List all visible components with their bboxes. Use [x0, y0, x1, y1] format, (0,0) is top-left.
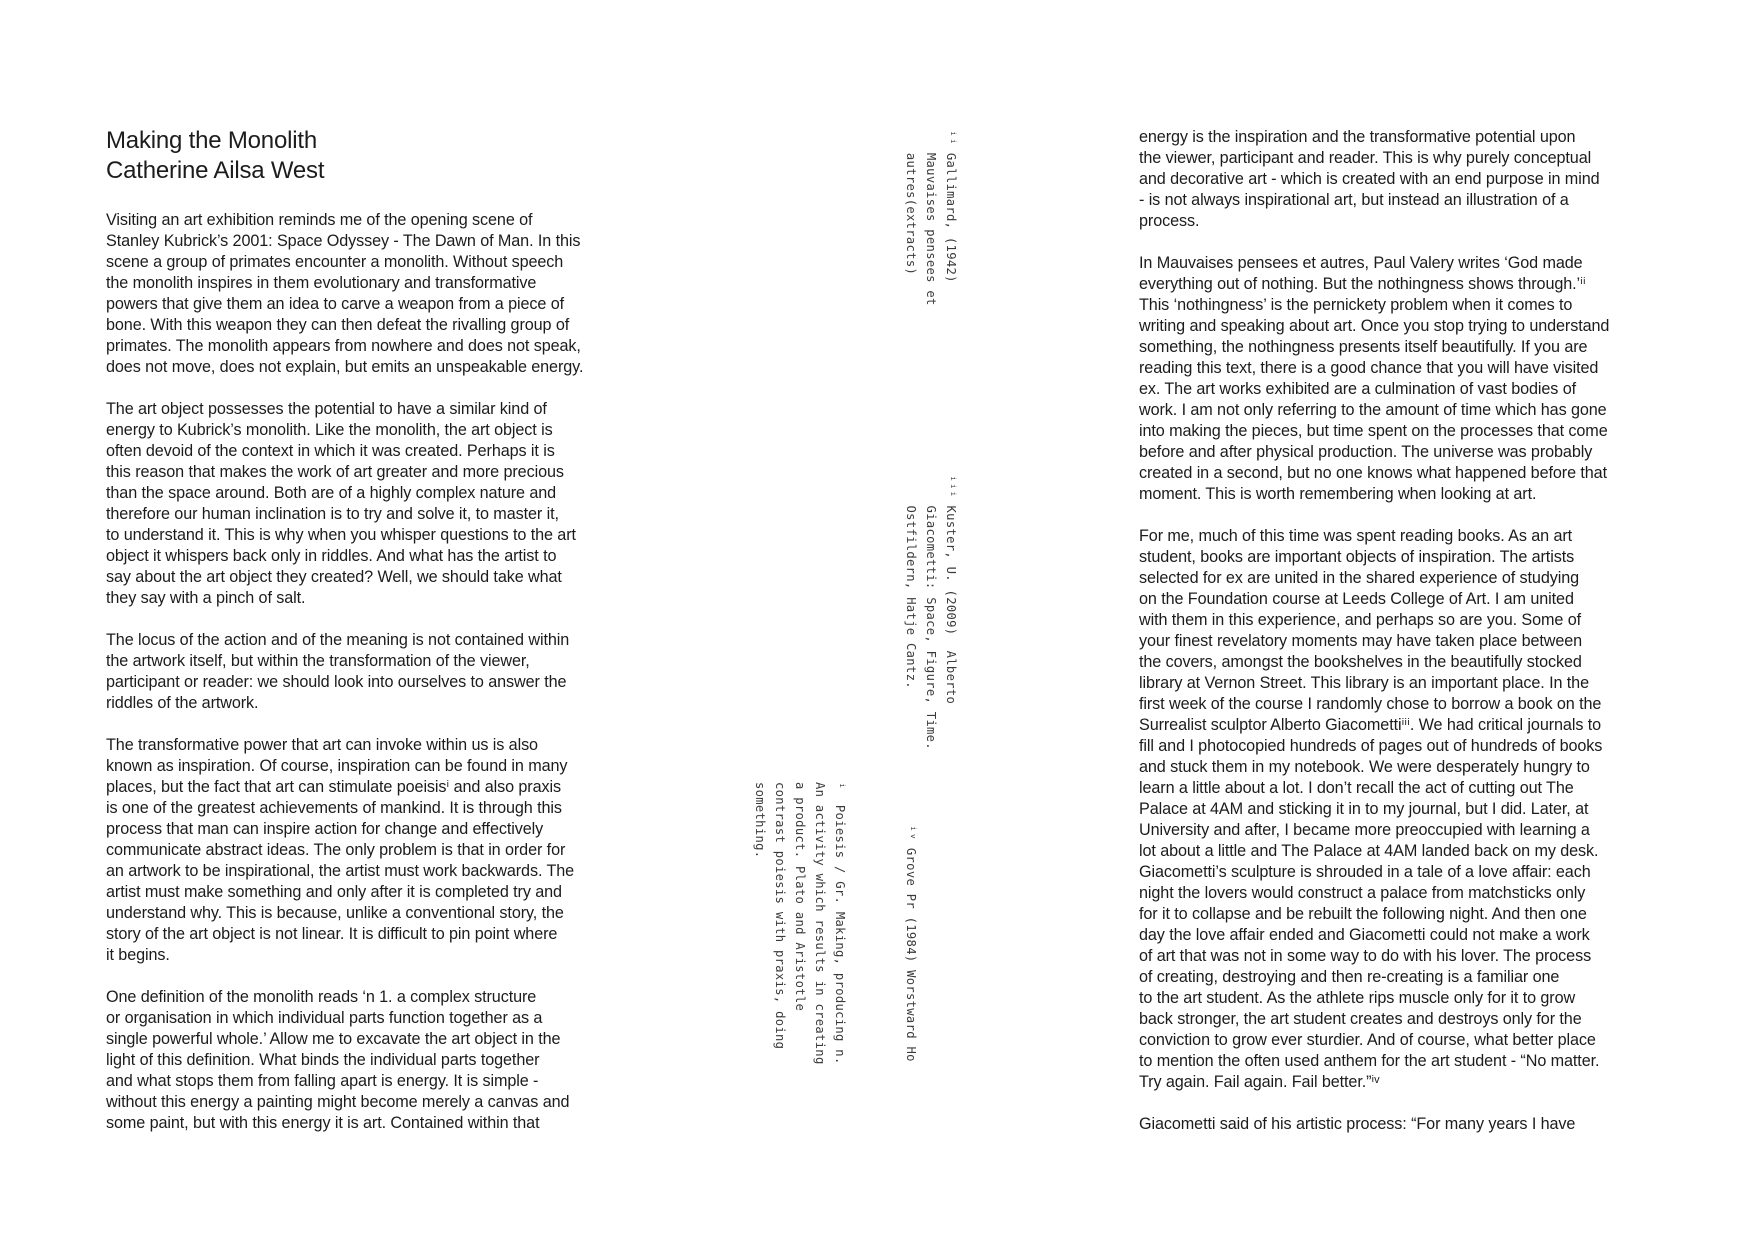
- body-paragraph: Visiting an art exhibition reminds me of the opening scene of Stanley Kubrick’s 2001: Space Odyssey - The Dawn of Man. In this scene a group of primates encounter a monolith. Without speech the monolith inspires in them evolutionary and transformative powers that give them an idea to carve a weapon from a piece of bone. With this weapon they can then defeat the rivalling group of primates. The monolith appears from nowhere and does not speak, does not move, does not explain, but emits an unspeakable energy.: [106, 211, 584, 376]
- article-title: Making the Monolith: [106, 127, 317, 154]
- body-paragraph: The transformative power that art can invoke within us is also known as inspiration. Of course, inspiration can be found in many places, but the fact that art can stimulate poeisisⁱ and also praxis is one of the greatest achievements of mankind. It is through this process that man can inspire action for change and effectively communicate abstract ideas. The only problem is that in order for an artwork to be inspirational, the artist must work backwards. The artist must make something and only after it is completed try and understand why. This is because, unlike a conventional story, the story of the art object is not linear. It is difficult to pin point where it begins.: [106, 736, 575, 964]
- body-paragraph: For me, much of this time was spent reading books. As an art student, books are important objects of inspiration. The artists selected for ex are united in the shared experience of studying on the Foundation course at Leeds College of Art. I am united with them in this experience, and perhaps so are you. Some of your finest revelatory moments may have taken place between the covers, amongst the bookshelves in the beautifully stocked library at Vernon Street. This library is an important place. In the first week of the course I randomly chose to borrow a book on the Surrealist sculptor Alberto Giacomettiⁱⁱⁱ. We had critical journals to fill and I photocopied hundreds of pages out of hundreds of books and stuck them in my notebook. We were desperately hungry to learn a little about a lot. I don’t recall the act of cutting out The Palace at 4AM and sticking it in to my journal, but I did. Later, at University and after, I became more preoccupied with learning a lot about a little and The Palace at 4AM landed back on my desk. Giacometti’s sculpture is shrouded in a tale of a love affair: each night the lovers would construct a palace from matchsticks only for it to collapse and be rebuilt the following night. And then one day the love affair ended and Giacometti could not make a work of art that was not in some way to do with his lover. The process of creating, destroying and then re-creating is a familiar one to the art student. As the athlete rips muscle only for it to grow back stronger, the art student creates and destroys only for the conviction to grow ever sturdier. And of course, what better place to mention the often used anthem for the art student - “No matter. Try again. Fail again. Fail better.”ⁱᵛ: [1139, 527, 1603, 1091]
- body-paragraph: In Mauvaises pensees et autres, Paul Valery writes ‘God made everything out of nothing. But the nothingness shows through.’ⁱⁱ This ‘nothingness’ is the pernickety problem when it comes to writing and speaking about art. Once you stop trying to understand something, the nothingness presents itself beautifully. If you are reading this text, there is a good chance that you will have visited ex. The art works exhibited are a culmination of vast bodies of work. I am not only referring to the amount of time which has gone into making the pieces, but time spent on the processes that come before and after physical production. The universe was probably created in a second, but no one knows what happened before that moment. This is worth remembering when looking at art.: [1139, 254, 1610, 503]
- left-column: [106, 210, 616, 1155]
- body-paragraph: Giacometti said of his artistic process: “For many years I have: [1139, 1115, 1576, 1133]
- body-paragraph: The art object possesses the potential to have a similar kind of energy to Kubrick’s monolith. Like the monolith, the art object is often devoid of the context in which it was created. Perhaps it is this reason that makes the work of art greater and more precious than the space around. Both are of a highly complex nature and therefore our human inclination is to try and solve it, to master it, to understand it. This is why when you whisper questions to the art object it whispers back only in riddles. And what has the artist to say about the art object they created? Well, we should take what they say with a pinch of salt.: [106, 400, 576, 607]
- body-paragraph: energy is the inspiration and the transformative potential upon the viewer, participant and reader. This is why purely conceptual and decorative art - which is created with an end purpose in mind - is not always inspirational art, but instead an illustration of a process.: [1139, 128, 1600, 230]
- footnote-iv: ⁱᵛ Grove Pr (1984) Worstward Ho: [904, 825, 918, 1062]
- footnote-iii: ⁱⁱⁱ Kuster, U. (2009) Alberto Giacometti: Space, Figure, Time. Ostfildern, Hatje Cantz.: [904, 475, 958, 750]
- right-column: [1139, 127, 1659, 1156]
- body-paragraph: One definition of the monolith reads ‘n 1. a complex structure or organisation in which individual parts function together as a single powerful whole.’ Allow me to excavate the art object in the light of this definition. What binds the individual parts together and what stops them from falling apart is energy. It is simple - without this energy a painting might become merely a canvas and some paint, but with this energy it is art. Contained within that: [106, 988, 570, 1132]
- footnote-ii: ⁱⁱ Gallimard, (1942) Mauvaises pensees et autres(extracts): [904, 130, 958, 306]
- author-name: Catherine Ailsa West: [106, 157, 325, 184]
- body-paragraph: The locus of the action and of the meaning is not contained within the artwork itself, but within the transformation of the viewer, participant or reader: we should look into ourselves to answer the riddles of the artwork.: [106, 631, 570, 712]
- footnotes-area: [720, 0, 1000, 1240]
- page-title: [106, 126, 324, 186]
- footnote-i: ⁱ Poiesis / Gr. Making, producing n. An activity which results in creating a product. Plato and Aristotle contrast poiesis with praxis, doing something.: [753, 782, 847, 1065]
